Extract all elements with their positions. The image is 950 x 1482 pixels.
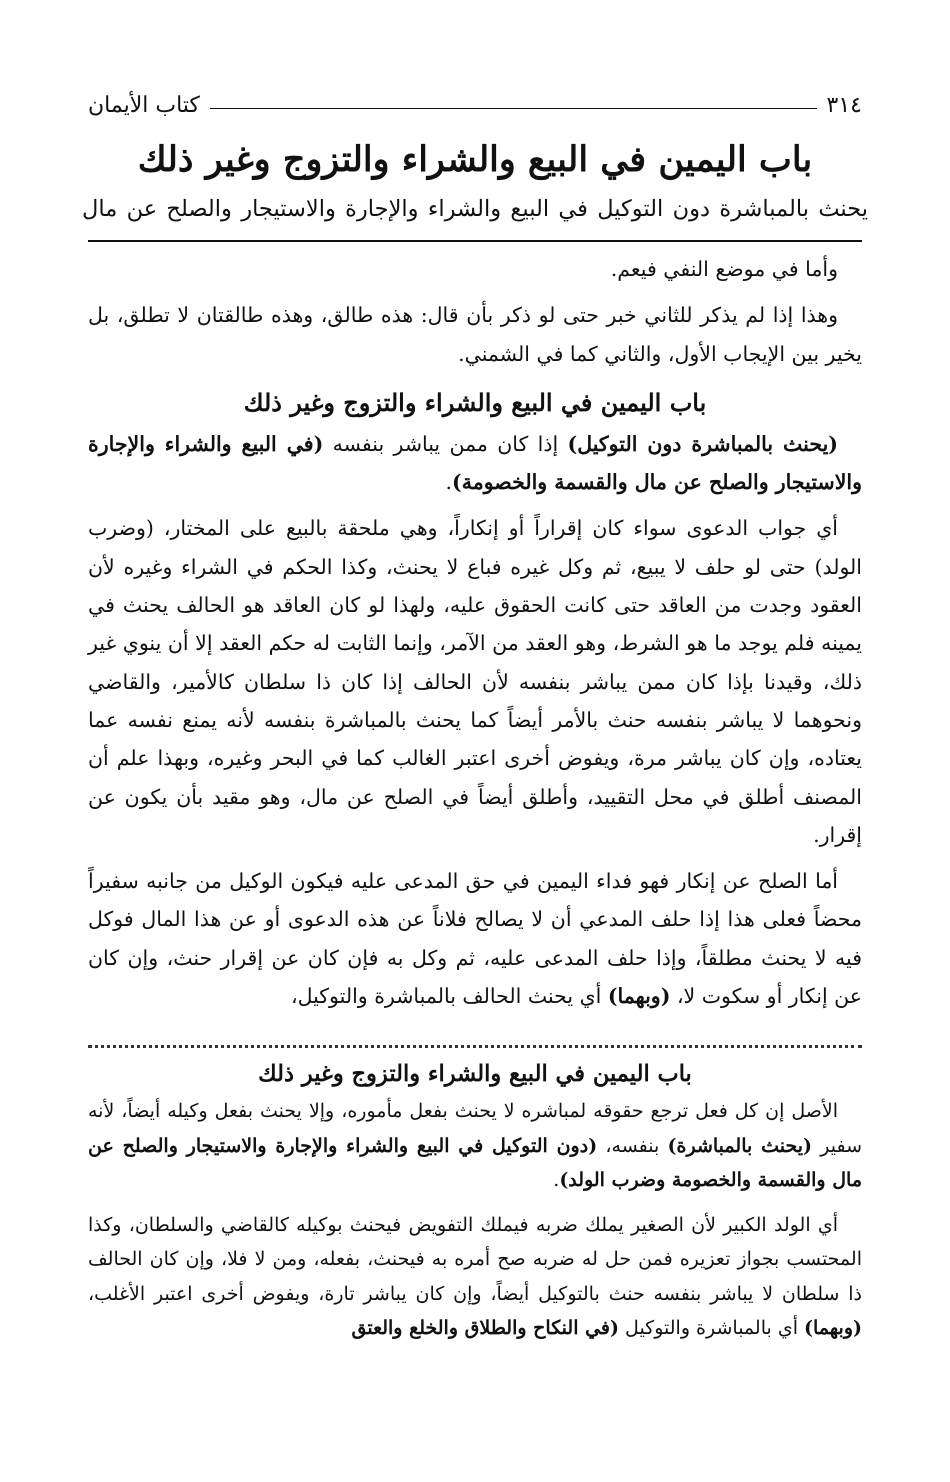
sharh-text: . bbox=[445, 470, 453, 495]
book-title: كتاب الأيمان bbox=[88, 92, 200, 118]
footnote-paragraph bbox=[88, 1094, 862, 1198]
paragraph: وأما في موضع النفي فيعم. bbox=[610, 257, 838, 281]
matn-text: (وبهما) bbox=[607, 984, 671, 1009]
title-rule bbox=[88, 240, 862, 242]
paragraph: أي جواب الدعوى سواء كان إقراراً أو إنكاراً، وهي ملحقة بالبيع على المختار، (وضرب الولد) حتى لو حلف لا يبيع، ثم وكل غيره فباع لا يحنث، وكذا الحكم في الشراء وغيره لأن العقود وجدت من العاقد حتى كانت الحقوق عليه، ولهذا لو كان العاقد هو الحالف يحنث في يمينه فلم يوجد ما هو الشرط، وهو العقد من الآمر، وإنما الثابت له حكم العقد إلا أن ينوي غير ذلك، وقيدنا بإذا كان ممن يباشر بنفسه لأن الحالف إذا كان ذا سلطان كالأمير، والقاضي ونحوهما لا يباشر بنفسه حنث بالأمر أيضاً كما يحنث بالمباشرة بنفسه لأنه يمنع نفسه عما يعتاده، وإن كان يباشر مرة، ويفوض أخرى اعتبر الغالب كما في البحر وغيره، وبهذا علم أن المصنف أطلق في محل التقييد، وأطلق أيضاً في الصلح عن مال، وهو مقيد بأن يكون عن إقرار. bbox=[88, 516, 862, 847]
footnote-paragraph bbox=[88, 1208, 862, 1346]
page-number: ٣١٤ bbox=[826, 92, 862, 118]
sharh-text: بنفسه، bbox=[597, 1134, 668, 1157]
header-rule bbox=[210, 108, 817, 109]
matn-text: (يحنث بالمباشرة دون التوكيل) bbox=[567, 431, 838, 456]
matn-text: (في البيع والشراء والإجارة والاستيجار والصلح عن مال والقسمة والخصومة) bbox=[88, 431, 862, 495]
chapter-title: باب اليمين في البيع والشراء والتزوج وغير ذلك bbox=[137, 139, 813, 180]
matn-text: (يحنث بالمباشرة) bbox=[667, 1134, 813, 1157]
footnote-heading: باب اليمين في البيع والشراء والتزوج وغير ذلك bbox=[258, 1061, 692, 1088]
paragraph bbox=[88, 862, 862, 1015]
sharh-text: أي بالمباشرة والتوكيل bbox=[619, 1317, 805, 1340]
paragraph: وهذا إذا لم يذكر للثاني خبر حتى لو ذكر بأن قال: هذه طالق، وهذه طالقتان لا تطلق، بل يخير بين الإيجاب الأول، والثاني كما في الشمني. bbox=[88, 303, 862, 366]
sharh-text: أي الولد الكبير لأن الصغير يملك ضربه فيملك التفويض فيحنث بوكيله كالقاضي والسلطان، وكذا المحتسب بجواز تعزيره فمن حل له ضربه صح أمره به فيحنث، بفعله، ومن لا فلا، وإن كان الحالف ذا سلطان لا يباشر بنفسه حنث بالتوكيل أيضاً، وإن كان يباشر تارة، ويفوض أخرى اعتبر الأغلب، bbox=[88, 1213, 862, 1305]
chapter-subtitle: يحنث بالمباشرة دون التوكيل في البيع والشراء والإجارة والاستيجار والصلح عن مال bbox=[82, 196, 868, 222]
main-text bbox=[88, 250, 862, 1015]
section-heading: باب اليمين في البيع والشراء والتزوج وغير ذلك bbox=[243, 387, 707, 417]
matn-text: (في النكاح والطلاق والخلع والعتق bbox=[351, 1317, 620, 1340]
footnote-commentary bbox=[88, 1054, 862, 1346]
sharh-text: الأصل إن كل فعل ترجع حقوقه لمباشره لا يحنث بفعل مأموره، وإلا يحنث بفعل وكيله أيضاً، لأنه سفير bbox=[88, 1100, 862, 1157]
sharh-text: . bbox=[553, 1169, 560, 1192]
running-head bbox=[88, 88, 862, 122]
sharh-text: أما الصلح عن إنكار فهو فداء اليمين في حق المدعى عليه فيكون الوكيل من جانبه سفيراً محضاً فعلى هذا إذا حلف المدعي أن لا يصالح فلاناً عن هذه الدعوى أو عن هذا المال فوكل فيه لا يحنث مطلقاً، وإذا حلف المدعى عليه، ثم وكل به فإن كان عن إقرار حنث، وإن كان عن إنكار أو سكوت لا، bbox=[88, 869, 862, 1009]
matn-text: (وبهما) bbox=[804, 1317, 862, 1340]
footnote-separator bbox=[88, 1035, 862, 1048]
matn-text: (دون التوكيل في البيع والشراء والإجارة والاستيجار والصلح عن مال والقسمة والخصومة وضرب الولد) bbox=[88, 1134, 862, 1192]
matn-paragraph bbox=[88, 425, 862, 502]
sharh-text: إذا كان ممن يباشر بنفسه bbox=[323, 431, 568, 456]
sharh-text: أي يحنث الحالف بالمباشرة والتوكيل، bbox=[290, 984, 608, 1009]
